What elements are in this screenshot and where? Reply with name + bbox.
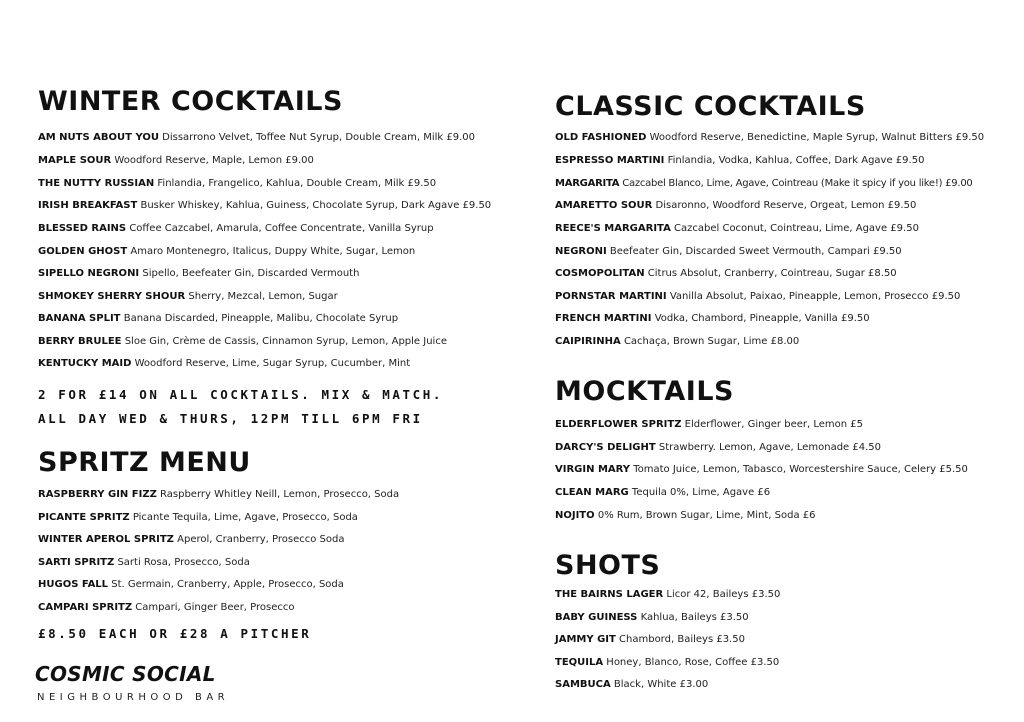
- menu-item: [555, 419, 863, 431]
- item-desc: Tequila 0%, Lime, Agave £6: [631, 487, 771, 498]
- item-desc: Honey, Blanco, Rose, Coffee £3.50: [606, 657, 780, 668]
- item-desc: Aperol, Cranberry, Prosecco Soda: [177, 534, 345, 545]
- menu-item: [555, 268, 897, 280]
- item-desc: St. Germain, Cranberry, Apple, Prosecco, Soda: [111, 579, 344, 590]
- menu-item: [38, 336, 447, 348]
- item-name: AM NUTS ABOUT YOU: [38, 132, 159, 143]
- item-desc: 0% Rum, Brown Sugar, Lime, Mint, Soda £6: [597, 510, 816, 521]
- item-desc: Elderflower, Ginger beer, Lemon £5: [684, 419, 863, 430]
- menu-item: [38, 223, 434, 235]
- menu-item: [555, 155, 924, 167]
- item-name: REECE'S MARGARITA: [555, 223, 671, 234]
- menu-item: [38, 268, 359, 280]
- item-desc: Cachaça, Brown Sugar, Lime £8.00: [623, 336, 800, 347]
- item-name: CAIPIRINHA: [555, 336, 621, 347]
- item-name: PORNSTAR MARTINI: [555, 291, 667, 302]
- menu-item: [38, 178, 436, 190]
- menu-item: [38, 200, 491, 212]
- item-desc: Banana Discarded, Pineapple, Malibu, Chocolate Syrup: [123, 313, 399, 324]
- menu-item: [38, 132, 475, 144]
- item-name: NEGRONI: [555, 246, 607, 257]
- classic-cocktails-heading: CLASSIC COCKTAILS: [555, 91, 866, 122]
- item-name: MARGARITA: [555, 178, 620, 189]
- spritz-menu-heading: SPRITZ MENU: [38, 447, 251, 478]
- item-desc: Sloe Gin, Crème de Cassis, Cinnamon Syrup, Lemon, Apple Juice: [124, 336, 447, 347]
- item-name: BLESSED RAINS: [38, 223, 127, 234]
- menu-item: [555, 589, 780, 601]
- item-desc: Woodford Reserve, Benedictine, Maple Syrup, Walnut Bitters £9.50: [649, 132, 985, 143]
- item-name: WINTER APEROL SPRITZ: [38, 534, 174, 545]
- item-desc: Kahlua, Baileys £3.50: [640, 612, 749, 623]
- item-name: KENTUCKY MAID: [38, 358, 132, 369]
- brand-logo: COSMIC SOCIAL: [35, 662, 216, 686]
- item-name: THE BAIRNS LAGER: [555, 589, 664, 600]
- item-name: SIPELLO NEGRONI: [38, 268, 140, 279]
- item-name: ESPRESSO MARTINI: [555, 155, 665, 166]
- item-name: OLD FASHIONED: [555, 132, 647, 143]
- menu-item: [555, 132, 984, 144]
- menu-item: [555, 291, 960, 303]
- menu-item: [38, 557, 250, 569]
- item-desc: Sarti Rosa, Prosecco, Soda: [117, 557, 250, 568]
- item-desc: Dissarrono Velvet, Toffee Nut Syrup, Double Cream, Milk £9.00: [162, 132, 475, 143]
- item-desc: Sipello, Beefeater Gin, Discarded Vermouth: [142, 268, 360, 279]
- menu-item: [38, 291, 338, 303]
- item-name: GOLDEN GHOST: [38, 246, 128, 257]
- menu-item: [38, 358, 410, 370]
- promo-line-1: 2 FOR £14 ON ALL COCKTAILS. MIX & MATCH.: [38, 387, 444, 402]
- menu-item: [38, 246, 415, 258]
- menu-item: [555, 464, 968, 476]
- menu-item: [555, 178, 973, 190]
- menu-item: [555, 657, 779, 669]
- item-desc: Chambord, Baileys £3.50: [619, 634, 745, 645]
- item-name: DARCY'S DELIGHT: [555, 442, 656, 453]
- menu-item: [555, 223, 919, 235]
- item-desc: Raspberry Whitley Neill, Lemon, Prosecco, Soda: [160, 489, 400, 500]
- item-desc: Licor 42, Baileys £3.50: [666, 589, 781, 600]
- item-name: THE NUTTY RUSSIAN: [38, 178, 155, 189]
- winter-cocktails-heading: WINTER COCKTAILS: [38, 86, 343, 117]
- menu-item: [38, 512, 358, 524]
- menu-item: [555, 679, 708, 691]
- item-desc: Citrus Absolut, Cranberry, Cointreau, Sugar £8.50: [647, 268, 897, 279]
- item-name: CLEAN MARG: [555, 487, 629, 498]
- menu-item: [555, 200, 916, 212]
- mocktails-heading: MOCKTAILS: [555, 376, 734, 407]
- menu-item: [38, 489, 399, 501]
- item-name: HUGOS FALL: [38, 579, 109, 590]
- item-name: AMARETTO SOUR: [555, 200, 653, 211]
- item-desc: Finlandia, Frangelico, Kahlua, Double Cream, Milk £9.50: [157, 178, 437, 189]
- item-name: NOJITO: [555, 510, 595, 521]
- item-desc: Woodford Reserve, Maple, Lemon £9.00: [114, 155, 314, 166]
- item-name: SAMBUCA: [555, 679, 611, 690]
- menu-item: [555, 487, 770, 499]
- menu-item: [38, 579, 344, 591]
- item-name: CAMPARI SPRITZ: [38, 602, 133, 613]
- shots-heading: SHOTS: [555, 550, 661, 581]
- item-desc: Strawberry. Lemon, Agave, Lemonade £4.50: [658, 442, 881, 453]
- menu-item: [38, 602, 295, 614]
- item-desc: Vanilla Absolut, Paixao, Pineapple, Lemon, Prosecco £9.50: [669, 291, 961, 302]
- item-desc: Cazcabel Blanco, Lime, Agave, Cointreau (Make it spicy if you like!) £9.00: [622, 178, 973, 189]
- item-name: VIRGIN MARY: [555, 464, 631, 475]
- item-desc: Beefeater Gin, Discarded Sweet Vermouth, Campari £9.50: [609, 246, 902, 257]
- item-name: BERRY BRULEE: [38, 336, 122, 347]
- item-desc: Sherry, Mezcal, Lemon, Sugar: [188, 291, 338, 302]
- menu-item: [555, 246, 902, 258]
- item-name: ELDERFLOWER SPRITZ: [555, 419, 682, 430]
- item-name: MAPLE SOUR: [38, 155, 112, 166]
- item-desc: Picante Tequila, Lime, Agave, Prosecco, Soda: [132, 512, 358, 523]
- item-desc: Campari, Ginger Beer, Prosecco: [135, 602, 295, 613]
- item-desc: Disaronno, Woodford Reserve, Orgeat, Lemon £9.50: [655, 200, 917, 211]
- item-desc: Vodka, Chambord, Pineapple, Vanilla £9.50: [654, 313, 870, 324]
- menu-item: [555, 510, 815, 522]
- item-name: COSMOPOLITAN: [555, 268, 645, 279]
- item-desc: Coffee Cazcabel, Amarula, Coffee Concentrate, Vanilla Syrup: [129, 223, 434, 234]
- item-name: SARTI SPRITZ: [38, 557, 115, 568]
- item-desc: Tomato Juice, Lemon, Tabasco, Worcestershire Sauce, Celery £5.50: [633, 464, 968, 475]
- item-name: RASPBERRY GIN FIZZ: [38, 489, 157, 500]
- item-desc: Cazcabel Coconut, Cointreau, Lime, Agave £9.50: [674, 223, 919, 234]
- item-desc: Woodford Reserve, Lime, Sugar Syrup, Cucumber, Mint: [134, 358, 411, 369]
- menu-item: [38, 534, 344, 546]
- spritz-price: £8.50 EACH OR £28 A PITCHER: [38, 626, 312, 641]
- item-name: JAMMY GIT: [555, 634, 616, 645]
- menu-item: [555, 634, 745, 646]
- item-name: BANANA SPLIT: [38, 313, 121, 324]
- item-desc: Busker Whiskey, Kahlua, Guiness, Chocolate Syrup, Dark Agave £9.50: [140, 200, 492, 211]
- item-desc: Black, White £3.00: [613, 679, 709, 690]
- item-name: BABY GUINESS: [555, 612, 638, 623]
- menu-item: [555, 336, 799, 348]
- brand-tagline: NEIGHBOURHOOD BAR: [37, 692, 230, 703]
- item-name: IRISH BREAKFAST: [38, 200, 138, 211]
- item-name: SHMOKEY SHERRY SHOUR: [38, 291, 186, 302]
- menu-item: [38, 155, 314, 167]
- item-name: FRENCH MARTINI: [555, 313, 652, 324]
- menu-item: [555, 612, 749, 624]
- item-name: TEQUILA: [555, 657, 604, 668]
- item-desc: Finlandia, Vodka, Kahlua, Coffee, Dark Agave £9.50: [667, 155, 925, 166]
- menu-item: [555, 313, 870, 325]
- item-desc: Amaro Montenegro, Italicus, Duppy White, Sugar, Lemon: [130, 246, 416, 257]
- promo-line-2: ALL DAY WED & THURS, 12PM TILL 6PM FRI: [38, 411, 423, 426]
- menu-item: [555, 442, 881, 454]
- menu-item: [38, 313, 398, 325]
- item-name: PICANTE SPRITZ: [38, 512, 130, 523]
